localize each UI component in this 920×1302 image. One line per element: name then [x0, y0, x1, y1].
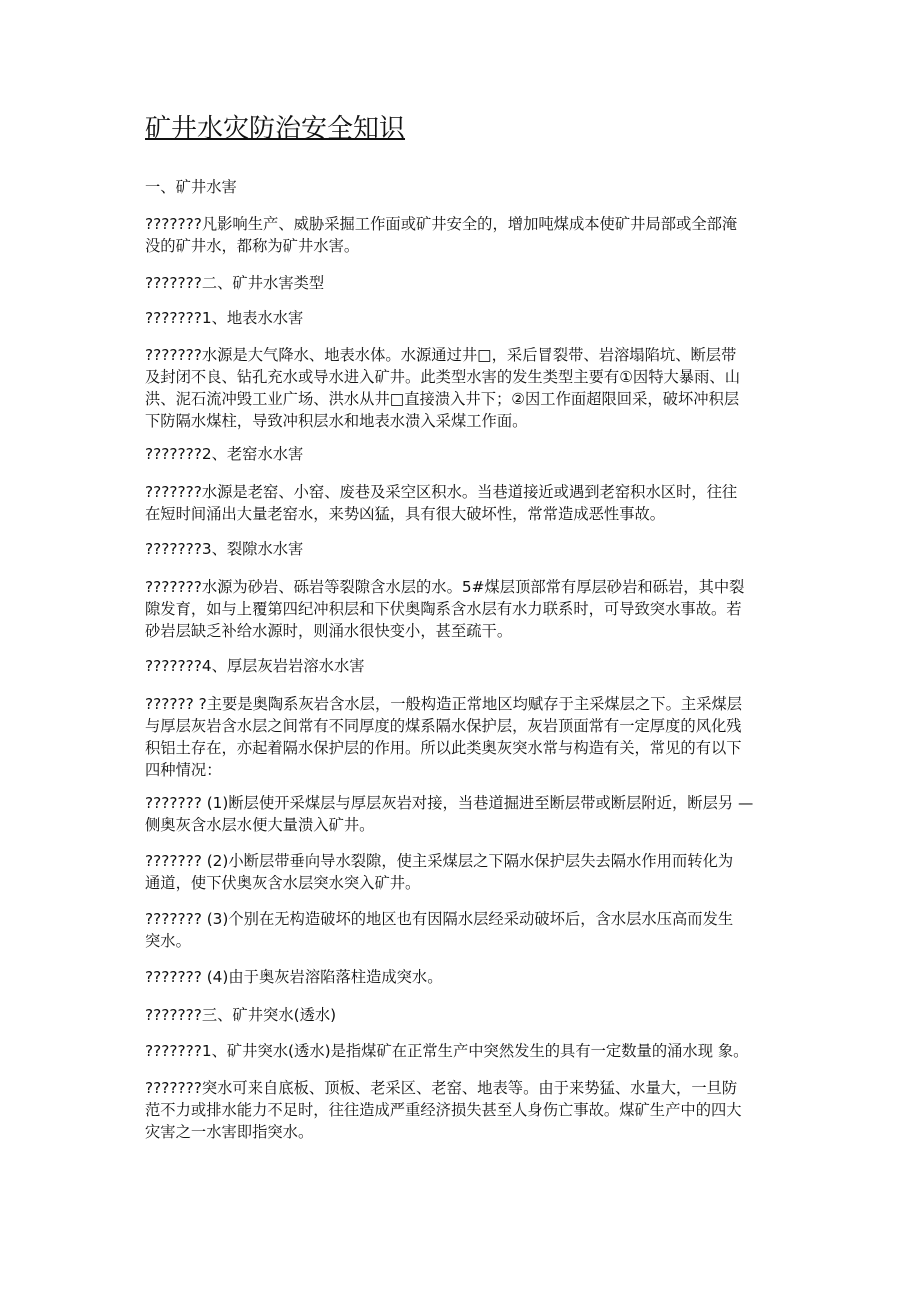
paragraph — [145, 693, 775, 781]
paragraph — [145, 576, 775, 642]
paragraph — [145, 1077, 775, 1143]
paragraph — [145, 908, 775, 952]
paragraph-line: ???????凡影响生产、威胁采掘工作面或矿井安全的，增加吨煤成本使矿井局部或全部淹 — [145, 215, 738, 233]
paragraph-line: 砂岩层缺乏补给水源时，则涌水很快变小，甚至疏干。 — [145, 622, 513, 640]
paragraph-line: 隙发育，如与上覆第四纪冲积层和下伏奥陶系含水层有水力联系时，可导致突水事故。若 — [145, 600, 742, 618]
paragraph-line: 积铝土存在，亦起着隔水保护层的作用。所以此类奥灰突水常与构造有关，常见的有以下 — [145, 739, 742, 757]
paragraph-line: ??????? (3)个别在无构造破坏的地区也有因隔水层经采动破坏后，含水层水压高而发生 — [145, 910, 734, 928]
document-title: 矿井水灾防治安全知识 — [145, 114, 406, 144]
paragraph-line: 四种情况： — [145, 761, 222, 779]
paragraph-line: ???????二、矿井水害类型 — [145, 274, 325, 292]
paragraph-line: 一、矿井水害 — [145, 178, 237, 196]
paragraph — [145, 307, 775, 329]
paragraph — [145, 1004, 775, 1026]
paragraph — [145, 213, 775, 257]
paragraph — [145, 850, 775, 894]
paragraph-line: ??????? (4)由于奥灰岩溶陷落柱造成突水。 — [145, 968, 443, 986]
paragraph — [145, 443, 775, 465]
paragraph-line: 通道，使下伏奥灰含水层突水突入矿井。 — [145, 874, 421, 892]
paragraph-line: ??????? (1)断层使开采煤层与厚层灰岩对接，当巷道掘进至断层带或断层附近，断层另 — — [145, 794, 754, 812]
paragraph-line: ???????三、矿井突水(透水) — [145, 1006, 337, 1024]
paragraph-line: ???????1、地表水水害 — [145, 309, 304, 327]
paragraph — [145, 538, 775, 560]
paragraph-line: ???????突水可来自底板、顶板、老采区、老窑、地表等。由于来势猛、水量大，一旦防 — [145, 1079, 738, 1097]
paragraph — [145, 272, 775, 294]
paragraph-line: 范不力或排水能力不足时，往往造成严重经济损失甚至人身伤亡事故。煤矿生产中的四大 — [145, 1101, 742, 1119]
paragraph-line: 没的矿井水，都称为矿井水害。 — [145, 237, 360, 255]
paragraph-line: ???????1、矿井突水(透水)是指煤矿在正常生产中突然发生的具有一定数量的涌水现 象。 — [145, 1042, 749, 1060]
paragraph — [145, 344, 775, 432]
paragraph-line: ???????水源是大气降水、地表水体。水源通过井□，采后冒裂带、岩溶塌陷坑、断层带 — [145, 346, 737, 364]
paragraph-line: ??????? (2)小断层带垂向导水裂隙，使主采煤层之下隔水保护层失去隔水作用而转化为 — [145, 852, 734, 870]
paragraph-line: 下防隔水煤柱，导致冲积层水和地表水溃入采煤工作面。 — [145, 412, 528, 430]
paragraph — [145, 481, 775, 525]
paragraph-line: 洪、泥石流冲毁工业广场、洪水从井□直接溃入井下；②因工作面超限回采，破坏冲积层 — [145, 390, 740, 408]
paragraph-line: 侧奥灰含水层水便大量溃入矿井。 — [145, 816, 375, 834]
paragraph — [145, 966, 775, 988]
paragraph — [145, 655, 775, 677]
paragraph-line: ???????水源为砂岩、砾岩等裂隙含水层的水。5#煤层顶部常有厚层砂岩和砾岩，其中裂 — [145, 578, 745, 596]
paragraph-line: 突水。 — [145, 932, 191, 950]
paragraph-line: ???????2、老窑水水害 — [145, 445, 304, 463]
paragraph-line: ?????? ?主要是奥陶系灰岩含水层，一般构造正常地区均赋存于主采煤层之下。主采煤层 — [145, 695, 743, 713]
paragraph — [145, 1040, 775, 1062]
paragraph-line: ???????4、厚层灰岩岩溶水水害 — [145, 657, 365, 675]
paragraph-line: 与厚层灰岩含水层之间常有不同厚度的煤系隔水保护层，灰岩顶面常有一定厚度的风化残 — [145, 717, 742, 735]
paragraph — [145, 792, 775, 836]
paragraph-line: ???????水源是老窑、小窑、废巷及采空区积水。当巷道接近或遇到老窑积水区时，往往 — [145, 483, 738, 501]
paragraph-line: 灾害之一水害即指突水。 — [145, 1123, 314, 1141]
paragraph-line: 在短时间涌出大量老窑水，来势凶猛，具有很大破坏性，常常造成恶性事故。 — [145, 505, 666, 523]
paragraph-line: 及封闭不良、钻孔充水或导水进入矿井。此类型水害的发生类型主要有①因特大暴雨、山 — [145, 368, 740, 386]
paragraph — [145, 176, 775, 198]
paragraph-line: ???????3、裂隙水水害 — [145, 540, 304, 558]
